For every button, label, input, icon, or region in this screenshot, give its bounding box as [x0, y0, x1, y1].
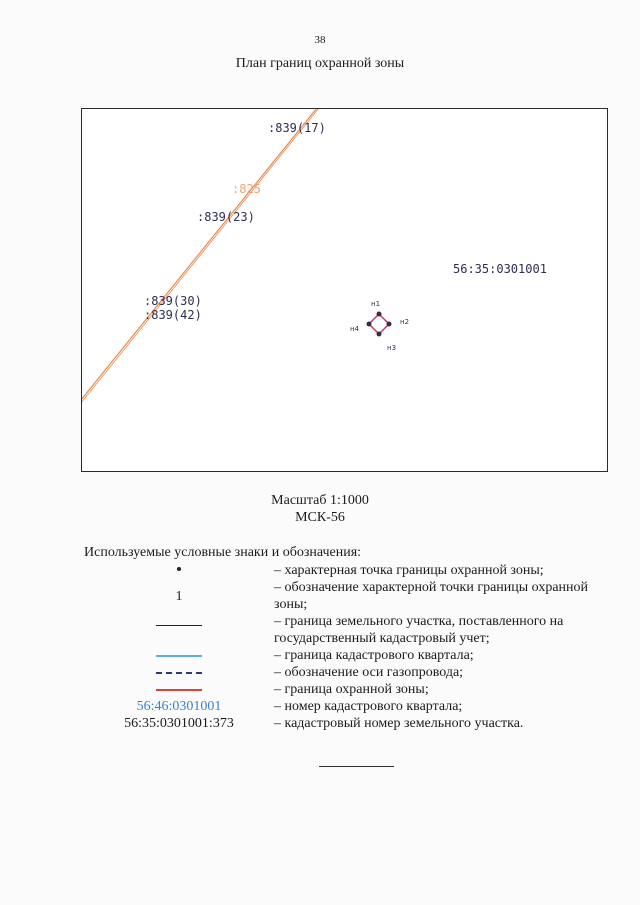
point-label-n1: н1 [371, 300, 381, 308]
legend [84, 562, 624, 732]
legend-row-parcel-number [84, 715, 624, 732]
point-n4 [367, 322, 372, 327]
scale-block [0, 492, 640, 526]
legend-text: – номер кадастрового квартала; [274, 699, 463, 714]
legend-symbol-number: 1 [175, 589, 183, 604]
label-825: :825 [232, 182, 261, 196]
footer-divider [319, 766, 394, 767]
label-839-23: :839(23) [197, 210, 255, 224]
point-n3 [377, 332, 382, 337]
legend-text: – граница земельного участка, поставленного на государственный кадастровый учет; [274, 614, 564, 646]
label-839-42: :839(42) [144, 308, 202, 322]
scale-text: Масштаб 1:1000 [271, 493, 369, 508]
coordinate-system: МСК-56 [295, 510, 345, 525]
zone-boundary-line-inner [82, 109, 319, 403]
point-label-n4: н4 [350, 325, 360, 333]
point-label-n2: н2 [400, 318, 410, 326]
map-canvas [82, 109, 607, 471]
legend-text: – обозначение характерной точки границы охранной зоны; [274, 580, 589, 612]
map-frame [81, 108, 608, 472]
legend-text: – обозначение оси газопровода; [274, 665, 464, 680]
legend-text: – граница кадастрового квартала; [274, 648, 474, 663]
point-label-n3: н3 [387, 344, 397, 352]
point-n1 [377, 312, 382, 317]
black-line-icon [156, 625, 202, 626]
legend-row-zone-boundary [84, 681, 624, 698]
legend-text: – кадастровый номер земельного участка. [274, 716, 524, 731]
protection-zone-polygon [369, 314, 389, 334]
plan-title: План границ охранной зоны [235, 56, 405, 71]
label-839-17: :839(17) [268, 121, 326, 135]
quarter-number-label: 56:35:0301001 [453, 262, 547, 276]
point-dot-icon [177, 567, 181, 571]
legend-text: – граница охранной зоны; [274, 682, 429, 697]
point-n2 [387, 322, 392, 327]
dashed-line-icon [156, 672, 202, 674]
zone-boundary-line [82, 109, 317, 400]
blue-line-icon [156, 655, 202, 657]
legend-row-quarter-boundary [84, 647, 624, 664]
legend-row-quarter-number [84, 698, 624, 715]
legend-text: – характерная точка границы охранной зоны; [274, 563, 544, 578]
label-839-30: :839(30) [144, 294, 202, 308]
legend-symbol-quarter: 56:46:0301001 [136, 699, 222, 714]
legend-row-gas-axis [84, 664, 624, 681]
red-line-icon [156, 689, 202, 691]
legend-symbol-parcel: 56:35:0301001:373 [124, 716, 234, 731]
legend-row-point-label [84, 579, 624, 613]
legend-heading: Используемые условные знаки и обозначения: [84, 545, 362, 560]
legend-row-point [84, 562, 624, 579]
legend-row-parcel-boundary [84, 613, 624, 647]
page-number: 38 [314, 34, 326, 46]
